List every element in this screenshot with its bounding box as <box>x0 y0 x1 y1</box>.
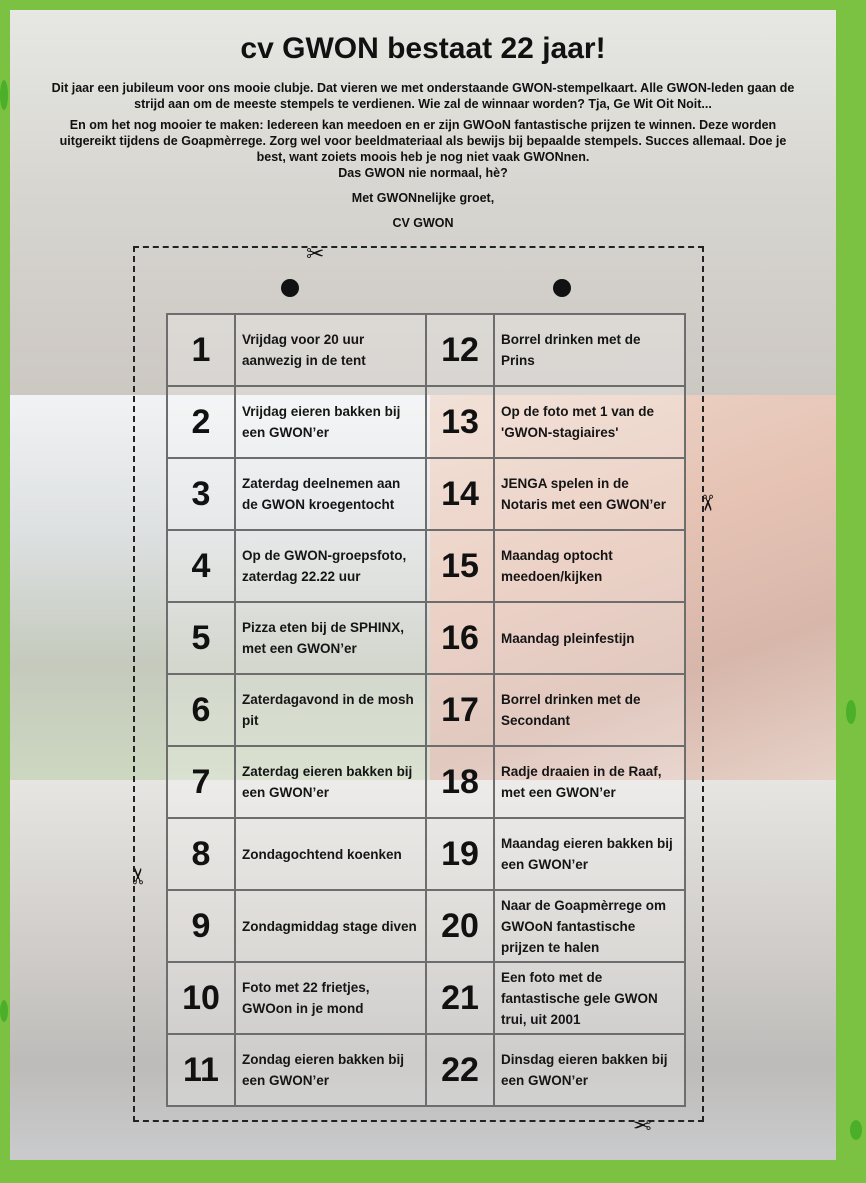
stamp-task: Zondagochtend koenken <box>235 818 426 890</box>
stamp-number: 11 <box>167 1034 235 1106</box>
punch-hole <box>553 279 571 297</box>
stamp-task: Zaterdag deelnemen aan de GWON kroegentocht <box>235 458 426 530</box>
stamp-task: Borrel drinken met de Secondant <box>494 674 685 746</box>
stamp-number: 8 <box>167 818 235 890</box>
punch-hole <box>281 279 299 297</box>
stamp-number: 18 <box>426 746 494 818</box>
stamp-task: Foto met 22 frietjes, GWOon in je mond <box>235 962 426 1034</box>
intro-text <box>50 80 796 236</box>
stamp-task: Zaterdag eieren bakken bij een GWON’er <box>235 746 426 818</box>
stamp-number: 22 <box>426 1034 494 1106</box>
stamp-task: Naar de Goapmèrrege om GWOoN fantastische prijzen te halen <box>494 890 685 962</box>
stamp-number: 12 <box>426 314 494 386</box>
stamp-task: Radje draaien in de Raaf, met een GWON’er <box>494 746 685 818</box>
stamp-number: 6 <box>167 674 235 746</box>
stamp-number: 14 <box>426 458 494 530</box>
stamp-task: Dinsdag eieren bakken bij een GWON’er <box>494 1034 685 1106</box>
scissors-icon: ✂ <box>695 493 721 513</box>
greeting: Met GWONnelijke groet, <box>351 191 495 205</box>
stamp-task: Maandag pleinfestijn <box>494 602 685 674</box>
stamp-number: 5 <box>167 602 235 674</box>
stamp-number: 17 <box>426 674 494 746</box>
stamp-task: Een foto met de fantastische gele GWON trui, uit 2001 <box>494 962 685 1034</box>
stamp-number: 1 <box>167 314 235 386</box>
stamp-number: 20 <box>426 890 494 962</box>
signature: CV GWON <box>392 216 454 230</box>
stamp-task: Vrijdag eieren bakken bij een GWON’er <box>235 386 426 458</box>
stamp-number: 15 <box>426 530 494 602</box>
stamp-task: Zondag eieren bakken bij een GWON’er <box>235 1034 426 1106</box>
page-title: cv GWON bestaat 22 jaar! <box>240 32 606 65</box>
stamp-task: Op de foto met 1 van de 'GWON-stagiaires' <box>494 386 685 458</box>
scissors-icon: ✂ <box>306 241 325 266</box>
stamp-task: Op de GWON-groepsfoto, zaterdag 22.22 uur <box>235 530 426 602</box>
stamp-number: 7 <box>167 746 235 818</box>
stamp-task: Zondagmiddag stage diven <box>235 890 426 962</box>
stamp-task: Vrijdag voor 20 uur aanwezig in de tent <box>235 314 426 386</box>
stamp-number: 19 <box>426 818 494 890</box>
stamp-number: 9 <box>167 890 235 962</box>
stamp-number: 4 <box>167 530 235 602</box>
intro-paragraph-3: Das GWON nie normaal, hè? <box>338 166 508 180</box>
stamp-task: Pizza eten bij de SPHINX, met een GWON’er <box>235 602 426 674</box>
stamp-number: 10 <box>167 962 235 1034</box>
intro-paragraph-2: En om het nog mooier te maken: Iedereen kan meedoen en er zijn GWOoN fantastische prijzen te winnen. Deze worden uitgereikt tijdens de Goapmèrrege. Zorg wel voor beeldmateriaal als bewijs bij bepaalde stempels. Succes allemaal. Doe je best, want zoiets moois heb je nog niet vaak GWONnen. <box>59 118 787 164</box>
confetti-dot <box>0 80 8 110</box>
stamp-number: 21 <box>426 962 494 1034</box>
stamp-task: Borrel drinken met de Prins <box>494 314 685 386</box>
stamp-task: Zaterdagavond in de mosh pit <box>235 674 426 746</box>
stamp-number: 3 <box>167 458 235 530</box>
stamp-task: Maandag optocht meedoen/kijken <box>494 530 685 602</box>
stamp-number: 16 <box>426 602 494 674</box>
stamp-task: JENGA spelen in de Notaris met een GWON’er <box>494 458 685 530</box>
confetti-dot <box>850 1120 862 1140</box>
scissors-icon: ✂ <box>126 866 152 886</box>
stamp-number: 13 <box>426 386 494 458</box>
confetti-dot <box>846 700 856 724</box>
intro-paragraph-1: Dit jaar een jubileum voor ons mooie clubje. Dat vieren we met onderstaande GWON-stempelkaart. Alle GWON-leden gaan de strijd aan om de meeste stempels te verdienen. Wie zal de winnaar worden? Tja, Ge Wit Oit Noit... <box>51 81 795 111</box>
stamp-grid <box>166 313 686 1107</box>
stamp-task: Maandag eieren bakken bij een GWON’er <box>494 818 685 890</box>
stamp-number: 2 <box>167 386 235 458</box>
confetti-dot <box>0 1000 8 1022</box>
scissors-icon: ✂ <box>633 1112 652 1137</box>
